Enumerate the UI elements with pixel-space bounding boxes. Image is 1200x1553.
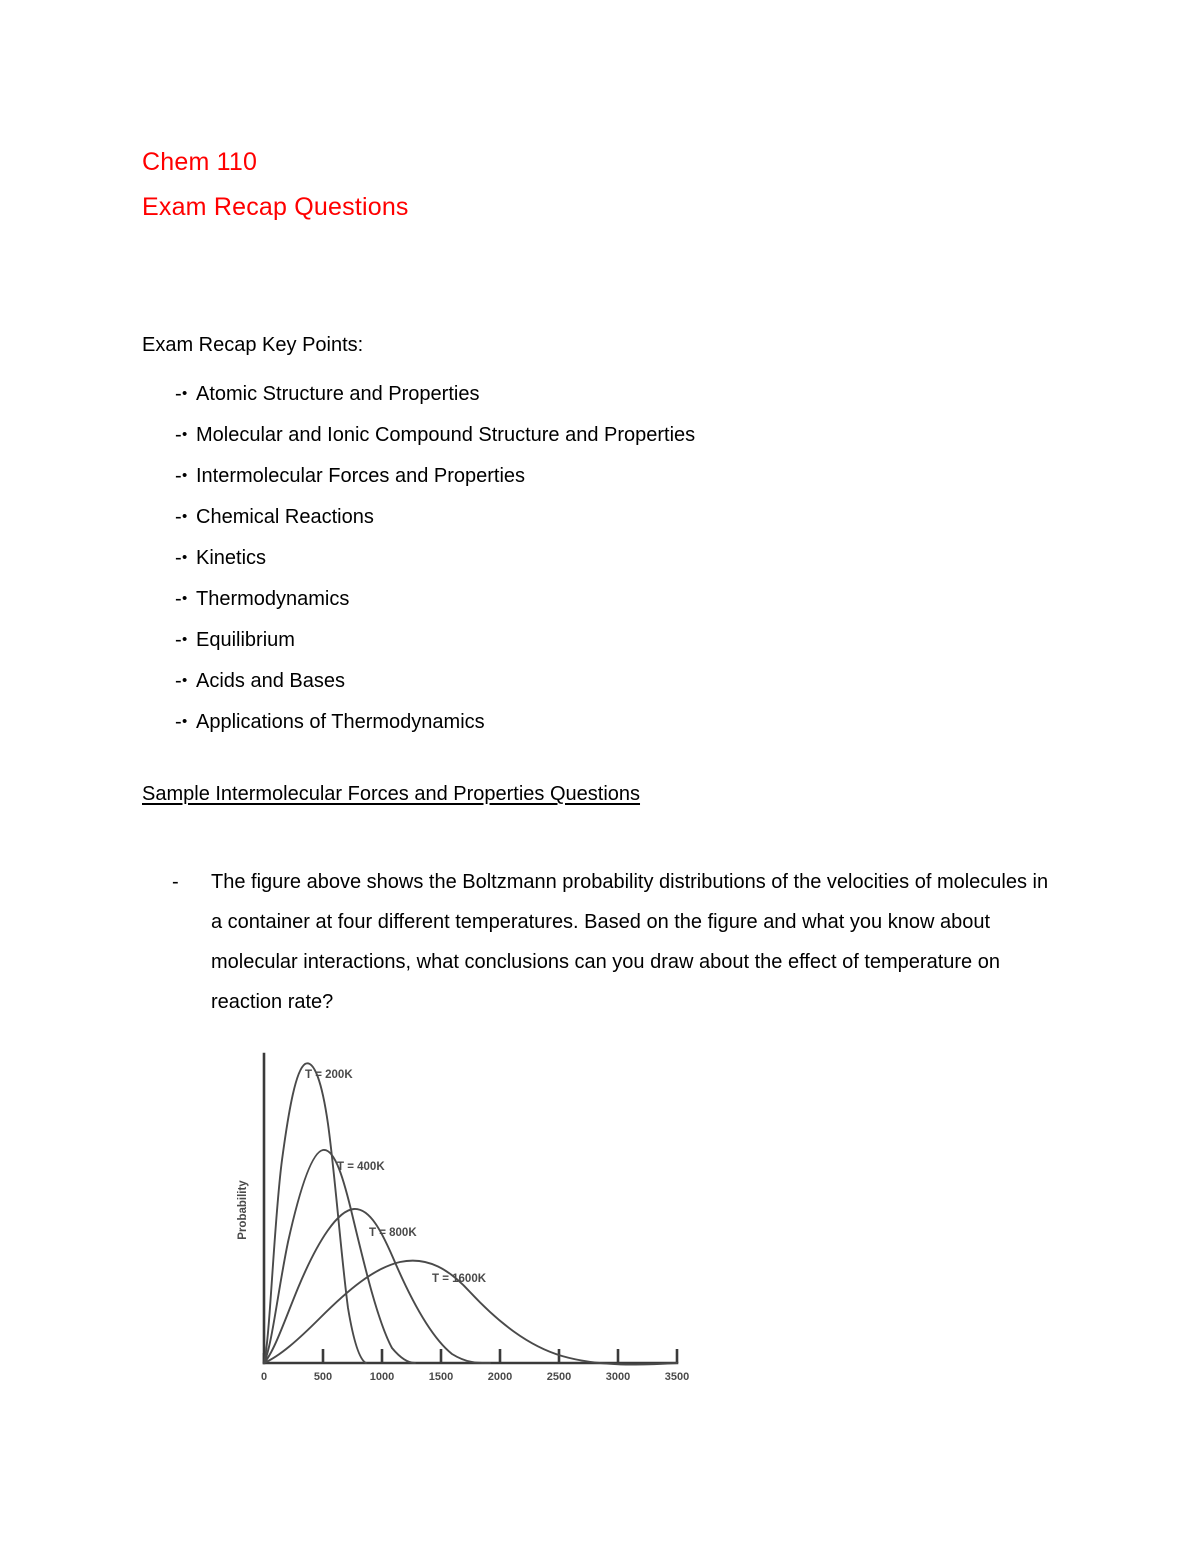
x-tick-label: 3500 — [664, 1371, 690, 1383]
x-tick-label: 3000 — [605, 1371, 631, 1383]
list-dash-marker: - — [175, 506, 182, 528]
x-tick-label: 2000 — [487, 1371, 513, 1383]
list-item-label: Atomic Structure and Properties — [196, 383, 480, 405]
page-title-line-1: Chem 110 — [142, 148, 258, 176]
list-bullet-icon: • — [182, 713, 188, 730]
list-item — [142, 661, 1102, 702]
question-item — [172, 862, 1062, 1022]
list-item — [142, 497, 1102, 538]
key-points-list — [142, 374, 1102, 743]
curve-label-t-1600k: T = 1600K — [432, 1273, 487, 1285]
x-tick-label: 2500 — [546, 1371, 572, 1383]
list-item-label: Kinetics — [196, 547, 267, 569]
list-bullet-icon: • — [182, 385, 188, 402]
list-item-label: Applications of Thermodynamics — [196, 711, 485, 733]
boltzmann-distribution-figure — [232, 1040, 712, 1410]
list-dash-marker: - — [175, 424, 182, 446]
question-text: The figure above shows the Boltzmann probability distributions of the velocities of molecules in a container at four different temperatures. Based on the figure and what you know about molecular interactions, what conclusions can you draw about the effect of temperature on reaction rate? — [211, 871, 1049, 1013]
list-dash-marker: - — [175, 670, 182, 692]
list-dash-marker: - — [175, 383, 182, 405]
list-bullet-icon: • — [182, 467, 188, 484]
list-item — [142, 702, 1102, 743]
list-bullet-icon: • — [182, 590, 188, 607]
list-bullet-icon: • — [182, 508, 188, 525]
list-dash-marker: - — [175, 629, 182, 651]
list-bullet-icon: • — [182, 549, 188, 566]
list-dash-marker: - — [175, 465, 182, 487]
list-item-label: Molecular and Ionic Compound Structure and Properties — [196, 424, 696, 446]
curve-t-200k — [264, 1063, 366, 1363]
list-item — [142, 456, 1102, 497]
list-item-label: Chemical Reactions — [196, 506, 374, 528]
boltzmann-chart-svg — [232, 1040, 712, 1410]
document-title-block — [142, 140, 1042, 230]
list-bullet-icon: • — [182, 426, 188, 443]
key-points-intro: Exam Recap Key Points: — [142, 334, 364, 356]
list-item — [142, 374, 1102, 415]
x-axis-tick-labels — [261, 1371, 689, 1383]
list-item-label: Thermodynamics — [196, 588, 350, 610]
list-item-label: Equilibrium — [196, 629, 295, 651]
list-bullet-icon: • — [182, 631, 188, 648]
list-dash-marker: - — [175, 547, 182, 569]
x-tick-label: 500 — [313, 1371, 333, 1383]
list-dash-marker: - — [175, 588, 182, 610]
curve-label-t-800k: T = 800K — [369, 1227, 417, 1239]
list-item — [142, 538, 1102, 579]
list-item-label: Intermolecular Forces and Properties — [196, 465, 526, 487]
list-item — [142, 579, 1102, 620]
section-heading: Sample Intermolecular Forces and Properties Questions — [142, 783, 641, 805]
y-axis-label: Probability — [237, 1180, 249, 1240]
list-bullet-icon: • — [182, 672, 188, 689]
question-dash-marker: - — [172, 871, 179, 893]
list-item-label: Acids and Bases — [196, 670, 345, 692]
curve-label-t-400k: T = 400K — [337, 1161, 385, 1173]
curve-label-t-200k: T = 200K — [305, 1069, 353, 1081]
x-tick-label: 1000 — [369, 1371, 395, 1383]
list-item — [142, 620, 1102, 661]
x-tick-label: 0 — [260, 1371, 268, 1383]
page-title-line-2: Exam Recap Questions — [142, 193, 409, 221]
list-item — [142, 415, 1102, 456]
list-dash-marker: - — [175, 711, 182, 733]
x-tick-label: 1500 — [428, 1371, 454, 1383]
